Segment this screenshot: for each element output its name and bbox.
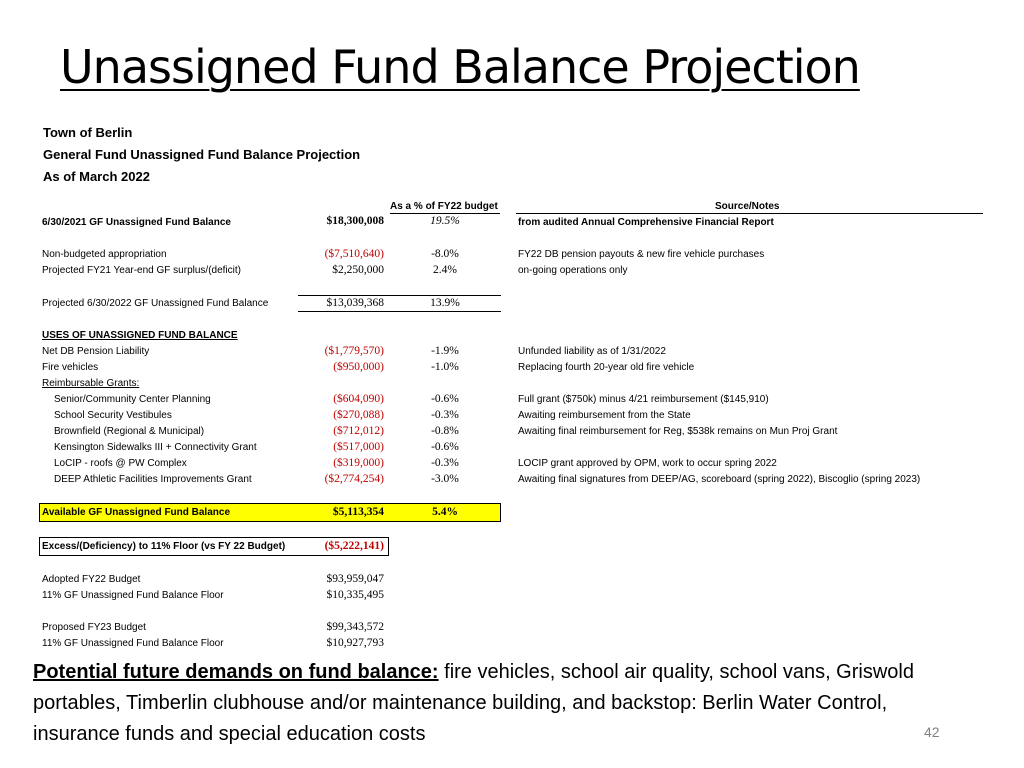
use-note: Replacing fourth 20-year old fire vehicle (518, 362, 695, 373)
use-amount: ($1,779,570) (324, 345, 384, 357)
grants-heading: Reimbursable Grants: (42, 378, 140, 389)
budget-label: Adopted FY22 Budget (42, 574, 141, 585)
budget-amount: $99,343,572 (326, 621, 384, 633)
grant-pct: -0.6% (431, 441, 459, 453)
grant-note: Awaiting final reimbursement for Reg, $538k remains on Mun Proj Grant (518, 426, 838, 437)
budget-label: 11% GF Unassigned Fund Balance Floor (42, 590, 224, 601)
grant-pct: -0.8% (431, 425, 459, 437)
adjustment-note: on-going operations only (518, 265, 628, 276)
projected-balance-pct: 13.9% (430, 297, 460, 309)
page-number: 42 (924, 724, 940, 740)
projected-bottom-rule (298, 311, 501, 312)
use-label: Net DB Pension Liability (42, 346, 150, 357)
grant-label: Brownfield (Regional & Municipal) (54, 426, 205, 437)
grant-pct: -0.3% (431, 457, 459, 469)
adjustment-label: Projected FY21 Year-end GF surplus/(deficit) (42, 265, 241, 276)
grant-amount: ($712,012) (333, 425, 384, 437)
use-pct: -1.9% (431, 345, 459, 357)
budget-label: Proposed FY23 Budget (42, 622, 146, 633)
grant-label: Senior/Community Center Planning (54, 394, 211, 405)
grant-amount: ($517,000) (333, 441, 384, 453)
header-report-name: General Fund Unassigned Fund Balance Projection (43, 147, 361, 162)
use-label: Fire vehicles (42, 362, 99, 373)
future-demands-text: fire vehicles, school air quality, school vans, Griswold portables, Timberlin clubhouse and/or maintenance building, and backstop: Berlin Water Control, insurance funds and special education costs (33, 661, 914, 745)
future-demands-paragraph (33, 657, 963, 750)
grant-amount: ($319,000) (333, 457, 384, 469)
excess-deficiency-amount: ($5,222,141) (324, 540, 384, 552)
budget-amount: $10,335,495 (326, 589, 384, 601)
column-header-pct: As a % of FY22 budget (390, 201, 498, 212)
notes-header-rule (516, 213, 983, 214)
budget-label: 11% GF Unassigned Fund Balance Floor (42, 638, 224, 649)
slide-title: Unassigned Fund Balance Projection (60, 40, 860, 94)
uses-heading: USES OF UNASSIGNED FUND BALANCE (42, 330, 238, 341)
grant-label: DEEP Athletic Facilities Improvements Grant (54, 474, 252, 485)
grant-amount: ($604,090) (333, 393, 384, 405)
grant-note: Full grant ($750k) minus 4/21 reimbursement ($145,910) (518, 394, 769, 405)
opening-balance-label: 6/30/2021 GF Unassigned Fund Balance (42, 217, 231, 228)
report-header (43, 122, 360, 188)
use-pct: -1.0% (431, 361, 459, 373)
grant-note: LOCIP grant approved by OPM, work to occur spring 2022 (518, 458, 777, 469)
grant-pct: -3.0% (431, 473, 459, 485)
header-date: As of March 2022 (43, 169, 150, 184)
grant-pct: -0.6% (431, 393, 459, 405)
projected-balance-label: Projected 6/30/2022 GF Unassigned Fund Balance (42, 298, 269, 309)
opening-balance-amount: $18,300,008 (326, 215, 384, 227)
adjustment-pct: -8.0% (431, 248, 459, 260)
grant-label: LoCIP - roofs @ PW Complex (54, 458, 187, 469)
available-balance-amount: $5,113,354 (332, 506, 384, 518)
grant-note: Awaiting final signatures from DEEP/AG, scoreboard (spring 2022), Biscoglio (spring 2023) (518, 474, 921, 485)
adjustment-label: Non-budgeted appropriation (42, 249, 167, 260)
adjustment-note: FY22 DB pension payouts & new fire vehicle purchases (518, 249, 765, 260)
adjustment-pct: 2.4% (433, 264, 457, 276)
column-header-notes: Source/Notes (715, 201, 780, 212)
budget-amount: $10,927,793 (326, 637, 384, 649)
header-town: Town of Berlin (43, 125, 133, 140)
projected-balance-amount: $13,039,368 (326, 297, 384, 309)
excess-deficiency-label: Excess/(Deficiency) to 11% Floor (vs FY 22 Budget) (42, 541, 286, 552)
grant-amount: ($270,088) (333, 409, 384, 421)
use-amount: ($950,000) (333, 361, 384, 373)
adjustment-amount: $2,250,000 (332, 264, 384, 276)
pct-header-rule (390, 213, 500, 214)
grant-pct: -0.3% (431, 409, 459, 421)
opening-balance-pct: 19.5% (430, 215, 460, 227)
grant-label: Kensington Sidewalks III + Connectivity Grant (54, 442, 257, 453)
grant-note: Awaiting reimbursement from the State (518, 410, 691, 421)
grant-label: School Security Vestibules (54, 410, 172, 421)
grant-amount: ($2,774,254) (324, 473, 384, 485)
projected-top-rule (298, 295, 501, 296)
available-balance-pct: 5.4% (432, 506, 458, 518)
budget-amount: $93,959,047 (326, 573, 384, 585)
use-note: Unfunded liability as of 1/31/2022 (518, 346, 666, 357)
adjustment-amount: ($7,510,640) (324, 248, 384, 260)
available-balance-label: Available GF Unassigned Fund Balance (42, 507, 231, 518)
opening-balance-note: from audited Annual Comprehensive Financial Report (518, 217, 774, 228)
future-demands-lead: Potential future demands on fund balance: (33, 661, 439, 683)
